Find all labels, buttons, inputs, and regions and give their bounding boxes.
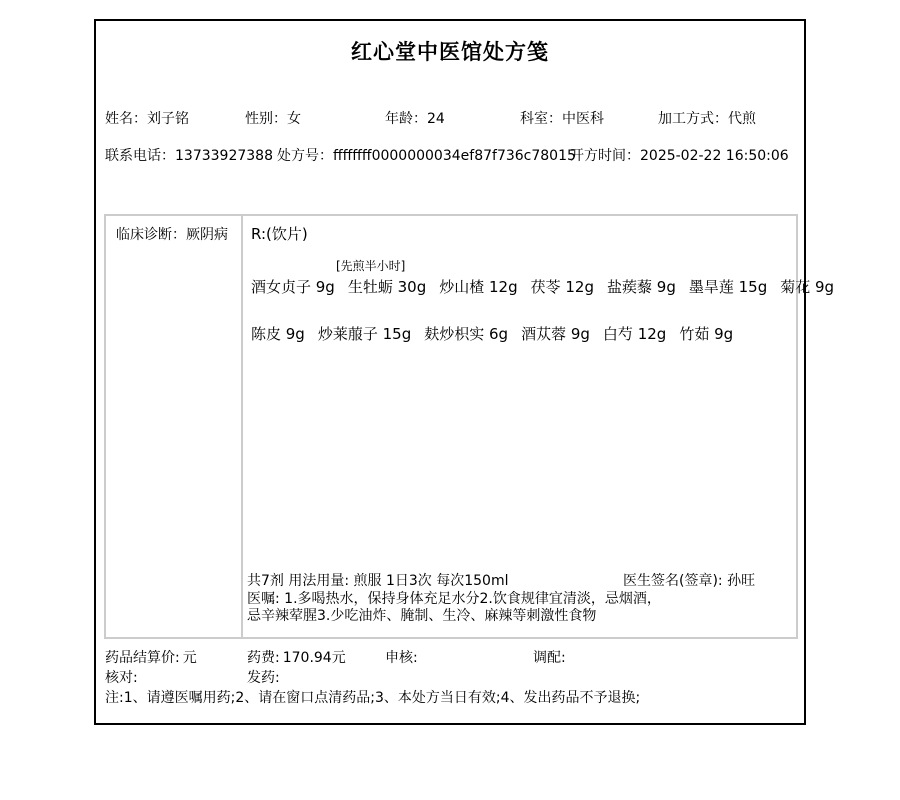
field-value: 元 bbox=[182, 650, 197, 666]
field-label: 加工方式： bbox=[658, 111, 728, 127]
field-value: 24 bbox=[427, 111, 445, 127]
field-label: 处方号： bbox=[277, 148, 333, 164]
decoction-note: [先煎半小时] bbox=[336, 259, 406, 273]
medical-advice-line2: 忌辛辣荤腥3.少吃油炸、腌制、生冷、麻辣等刺激性食物 bbox=[247, 608, 597, 624]
rx-header: R:(饮片) bbox=[251, 225, 308, 243]
field-label: 发药: bbox=[247, 670, 280, 686]
herb-item: 酒苁蓉 9g bbox=[521, 325, 590, 343]
diagnosis-value: 厥阴病 bbox=[186, 227, 228, 243]
field-label: 申核: bbox=[385, 650, 418, 666]
diagnosis-cell bbox=[106, 216, 243, 637]
field-value: 女 bbox=[287, 111, 301, 127]
herb-item: 酒女贞子 9g bbox=[251, 278, 335, 296]
field-label: 药品结算价: bbox=[105, 650, 180, 666]
field-label: 联系电话： bbox=[105, 148, 175, 164]
field-compounding bbox=[533, 650, 569, 668]
herb-item: 菊花 9g bbox=[780, 278, 835, 296]
medical-advice-line1: 医嘱: 1.多喝热水，保持身体充足水分2.饮食规律宜清淡，忌烟酒， bbox=[247, 591, 661, 607]
field-value: 2025-02-22 16:50:06 bbox=[640, 148, 789, 164]
herb-item: 炒山楂 12g bbox=[439, 278, 518, 296]
field-label: 开方时间： bbox=[570, 148, 640, 164]
field-dispense bbox=[247, 670, 283, 688]
dosage-summary: 共7剂 用法用量: 煎服 1日3次 每次150ml bbox=[247, 573, 509, 589]
field-value: 刘子铭 bbox=[147, 111, 189, 127]
field-label: 药费: bbox=[247, 650, 280, 666]
herb-item: 竹茹 9g bbox=[679, 325, 734, 343]
doctor-signature-label: 医生签名(签章): bbox=[623, 573, 723, 589]
herb-line-1 bbox=[251, 276, 834, 297]
prescription-box bbox=[104, 214, 835, 639]
field-value: 中医科 bbox=[562, 111, 604, 127]
herb-item: 陈皮 9g bbox=[251, 325, 305, 343]
doctor-signature-value: 孙旺 bbox=[727, 573, 756, 589]
doctor-signature bbox=[623, 570, 755, 590]
field-value: 代煎 bbox=[728, 111, 756, 127]
field-check bbox=[105, 670, 141, 688]
field-gender bbox=[245, 111, 301, 129]
field-phone bbox=[105, 148, 273, 166]
herb-item: 墨旱莲 15g bbox=[688, 278, 768, 296]
field-value: 13733927388 bbox=[175, 148, 273, 164]
field-age bbox=[385, 111, 445, 129]
field-label: 调配: bbox=[533, 650, 566, 666]
herb-item: 麸炒枳实 6g bbox=[424, 325, 509, 343]
field-prescription-number bbox=[277, 148, 576, 166]
field-review bbox=[385, 650, 421, 668]
prescription-sheet bbox=[94, 19, 835, 725]
herb-line-2 bbox=[251, 323, 733, 344]
rx-cell bbox=[243, 216, 835, 637]
field-prescription-time bbox=[570, 148, 789, 166]
field-label: 科室： bbox=[520, 111, 562, 127]
herb-item: 白芍 12g bbox=[602, 325, 667, 343]
field-medicine-fee bbox=[247, 650, 346, 668]
field-label: 姓名： bbox=[105, 111, 147, 127]
page-title: 红心堂中医馆处方笺 bbox=[351, 40, 549, 64]
herb-item: 盐蒺藜 9g bbox=[607, 278, 676, 296]
field-settlement-price bbox=[105, 650, 197, 668]
field-processing-method bbox=[658, 111, 756, 129]
field-label: 核对: bbox=[105, 670, 138, 686]
herb-item: 茯苓 12g bbox=[530, 278, 595, 296]
field-value: 170.94元 bbox=[282, 650, 346, 666]
field-value: ffffffff0000000034ef87f736c78015 bbox=[333, 148, 576, 164]
field-label: 年龄： bbox=[385, 111, 427, 127]
field-department bbox=[520, 111, 604, 129]
herb-item: 炒莱菔子 15g bbox=[317, 325, 412, 343]
herb-item: 生牡蛎 30g bbox=[347, 278, 427, 296]
field-patient-name bbox=[105, 111, 189, 129]
footer-note: 注:1、请遵医嘱用药;2、请在窗口点清药品;3、本处方当日有效;4、发出药品不予退换; bbox=[105, 690, 641, 706]
field-label: 性别： bbox=[245, 111, 287, 127]
diagnosis-label: 临床诊断： bbox=[116, 227, 186, 243]
